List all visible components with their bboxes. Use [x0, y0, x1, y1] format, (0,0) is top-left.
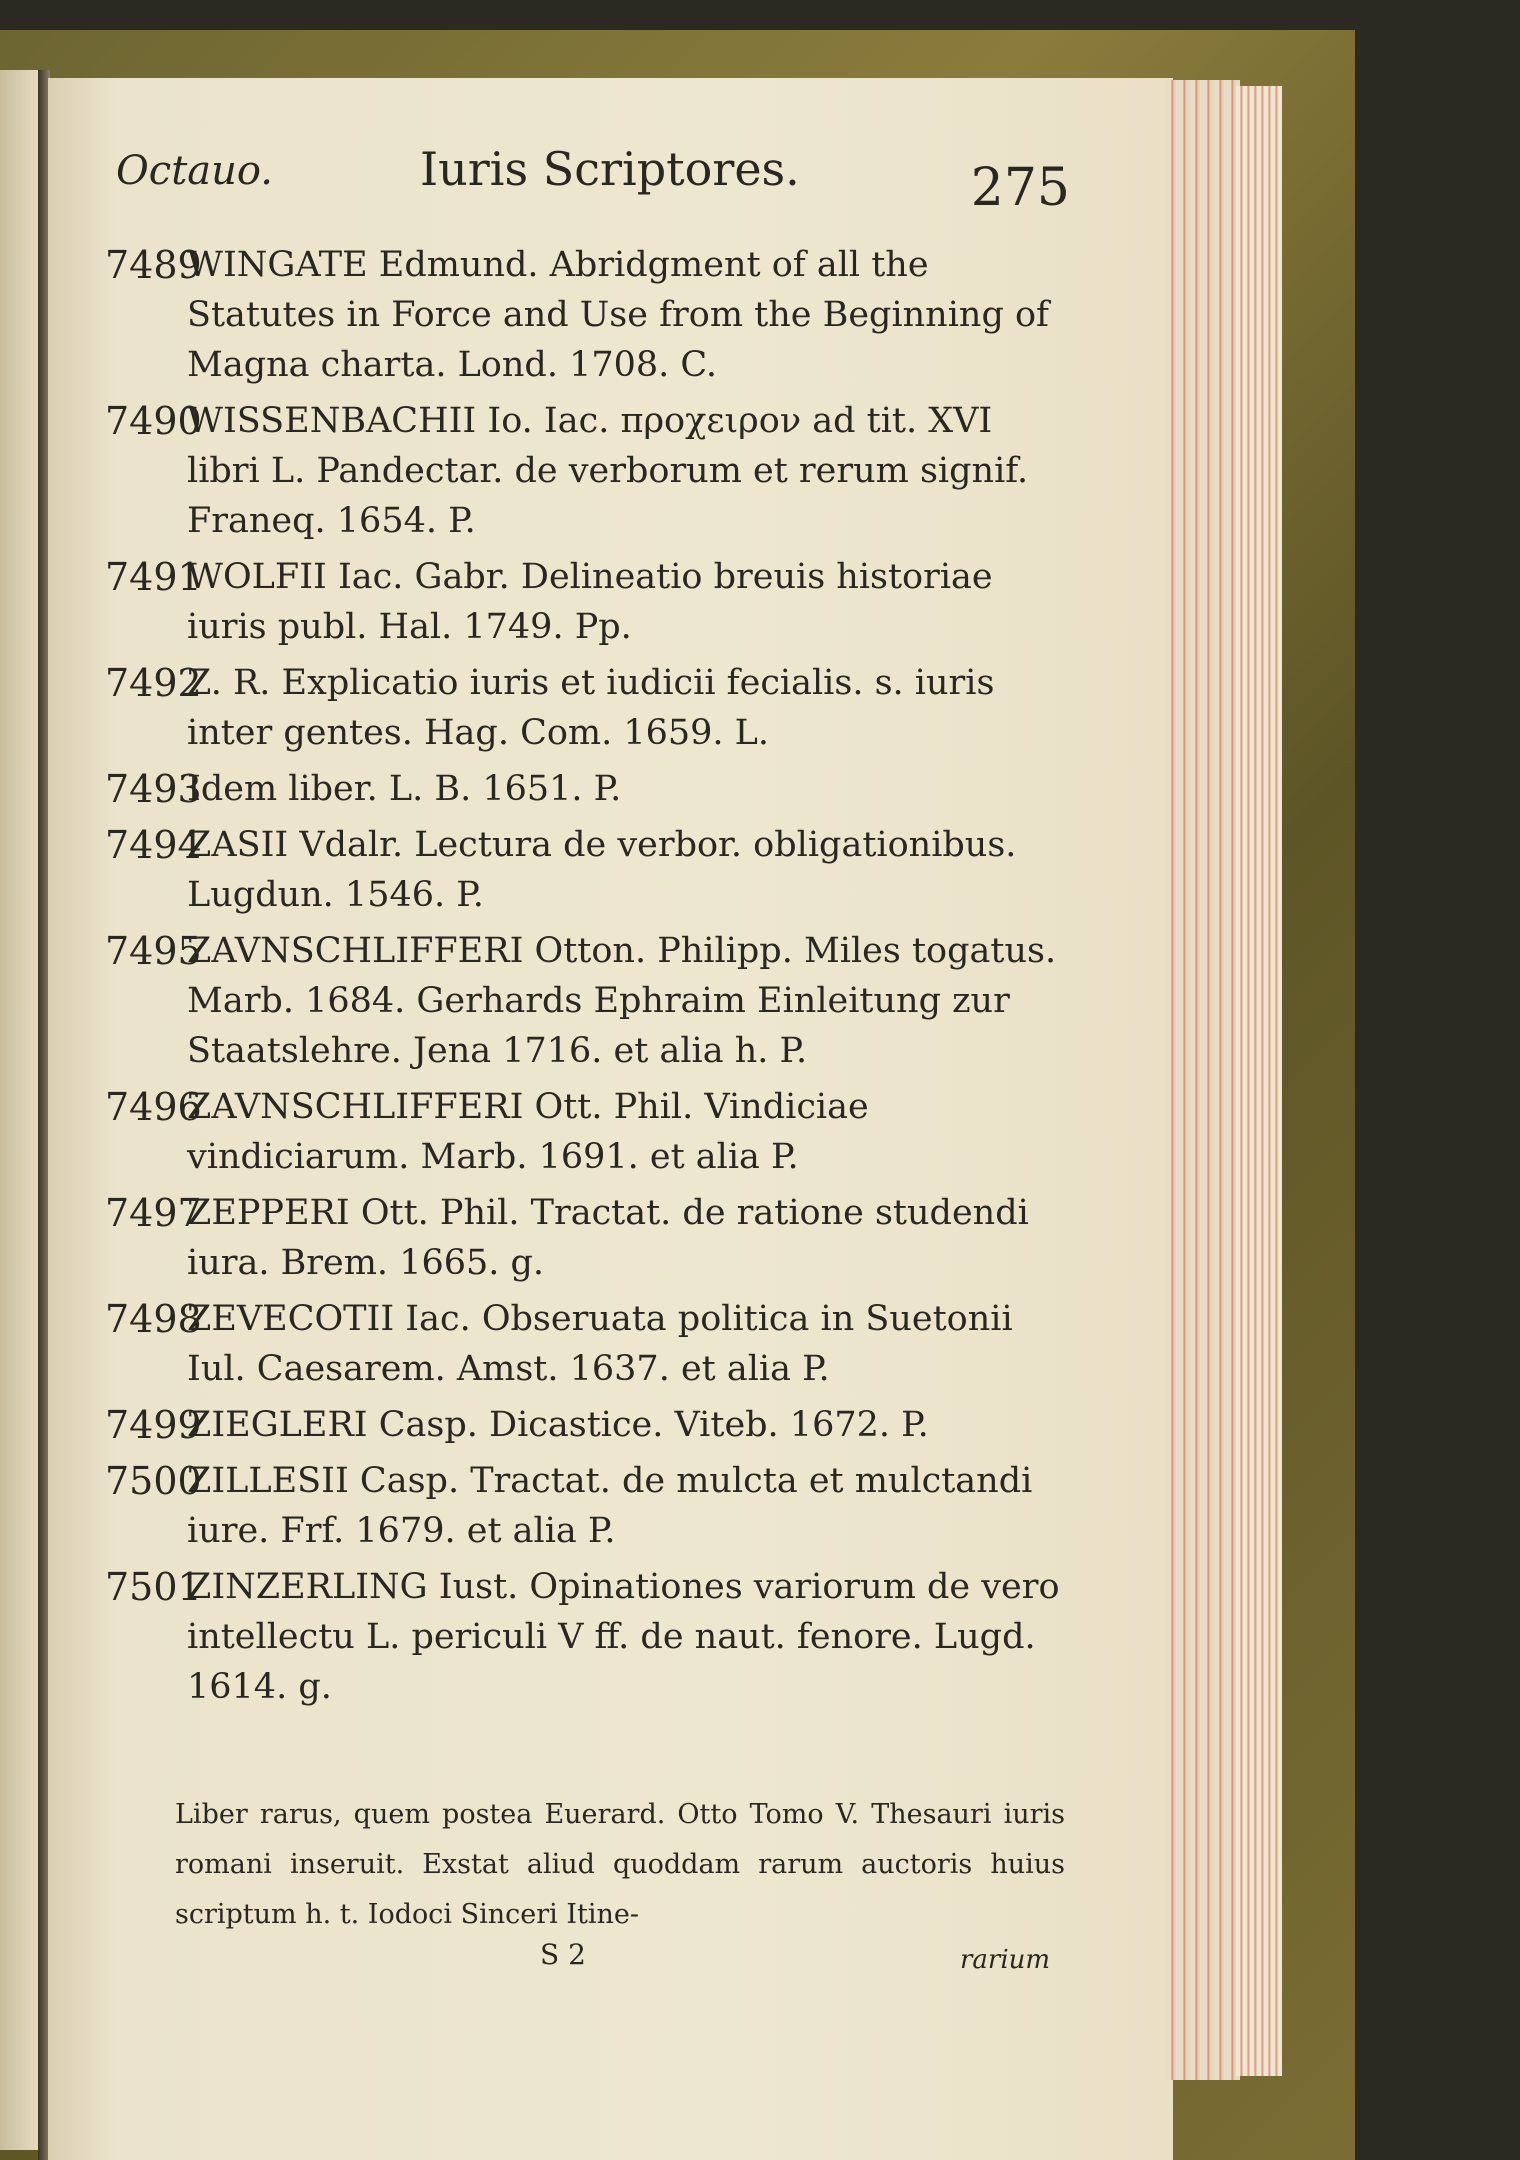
- page-edges: [1165, 80, 1240, 2080]
- catalog-entry: [105, 658, 1065, 758]
- page-edges-outer: [1236, 86, 1282, 2076]
- entry-text: Idem liber. L. B. 1651. P.: [187, 769, 622, 809]
- catalog-entry: [105, 820, 1065, 920]
- entry-text: ZAVNSCHLIFFERI Otton. Philipp. Miles togatus. Marb. 1684. Gerhards Ephraim Einleitung zur Staatslehre. Jena 1716. et alia h. P.: [187, 931, 1057, 1071]
- entry-number: 7492: [105, 661, 202, 705]
- entry-number: 7496: [105, 1085, 202, 1129]
- entry-text: WISSENBACHII Io. Iac. προχειρον ad tit. XVI libri L. Pandectar. de verborum et rerum signif. Franeq. 1654. P.: [187, 401, 1029, 541]
- page-number: 275: [970, 158, 1070, 218]
- catalog-entry: [105, 764, 1065, 814]
- entry-text: ZEVECOTII Iac. Obseruata politica in Suetonii Iul. Caesarem. Amst. 1637. et alia P.: [187, 1299, 1013, 1389]
- catalog-entry: [105, 1456, 1065, 1556]
- entry-text: Z. R. Explicatio iuris et iudicii fecialis. s. iuris inter gentes. Hag. Com. 1659. L.: [187, 663, 995, 753]
- entry-text: ZEPPERI Ott. Phil. Tractat. de ratione studendi iura. Brem. 1665. g.: [187, 1193, 1029, 1283]
- running-header: [110, 142, 1070, 218]
- catalog-entry: [105, 1400, 1065, 1450]
- catalog-entry: [105, 926, 1065, 1076]
- section-title: Iuris Scriptores.: [420, 142, 800, 196]
- entry-text: ZILLESII Casp. Tractat. de mulcta et mulctandi iure. Frf. 1679. et alia P.: [187, 1461, 1033, 1551]
- entry-number: 7493: [105, 767, 202, 811]
- entry-number: 7498: [105, 1297, 202, 1341]
- catalog-entry: [105, 240, 1065, 390]
- entry-number: 7491: [105, 555, 202, 599]
- catalog-entry: [105, 552, 1065, 652]
- footnote: Liber rarus, quem postea Euerard. Otto Tomo V. Thesauri iuris romani inseruit. Exstat aliud quoddam rarum auctoris huius scriptum h. t. Iodoci Sinceri Itine-: [175, 1799, 1065, 1930]
- entry-number: 7494: [105, 823, 202, 867]
- catalog-entries: [105, 240, 1065, 1718]
- entry-text: WINGATE Edmund. Abridgment of all the Statutes in Force and Use from the Beginning of Magna charta. Lond. 1708. C.: [187, 245, 1050, 385]
- entry-number: 7499: [105, 1403, 202, 1447]
- entry-number: 7501: [105, 1565, 202, 1609]
- entry-number: 7490: [105, 399, 202, 443]
- entry-number: 7497: [105, 1191, 202, 1235]
- entry-text: WOLFII Iac. Gabr. Delineatio breuis historiae iuris publ. Hal. 1749. Pp.: [187, 557, 993, 647]
- left-page-edge: [0, 70, 42, 2150]
- catalog-entry: [105, 1082, 1065, 1182]
- catalog-entry: [105, 1188, 1065, 1288]
- catalog-entry: [105, 1294, 1065, 1394]
- entry-number: 7500: [105, 1459, 202, 1503]
- signature-mark: S 2: [540, 1938, 586, 1971]
- catalog-entry: [105, 396, 1065, 546]
- entry-text: ZINZERLING Iust. Opinationes variorum de vero intellectu L. periculi V ff. de naut. fenore. Lugd. 1614. g.: [187, 1567, 1060, 1707]
- format-label: Octauo.: [116, 148, 273, 194]
- entry-text: ZAVNSCHLIFFERI Ott. Phil. Vindiciae vindiciarum. Marb. 1691. et alia P.: [187, 1087, 869, 1177]
- catchword: rarium: [960, 1945, 1051, 1975]
- entry-number: 7495: [105, 929, 202, 973]
- entry-number: 7489: [105, 243, 202, 287]
- catalog-entry: [105, 1562, 1065, 1712]
- entry-text: ZASII Vdalr. Lectura de verbor. obligationibus. Lugdun. 1546. P.: [187, 825, 1017, 915]
- entry-text: ZIEGLERI Casp. Dicastice. Viteb. 1672. P.: [187, 1405, 929, 1445]
